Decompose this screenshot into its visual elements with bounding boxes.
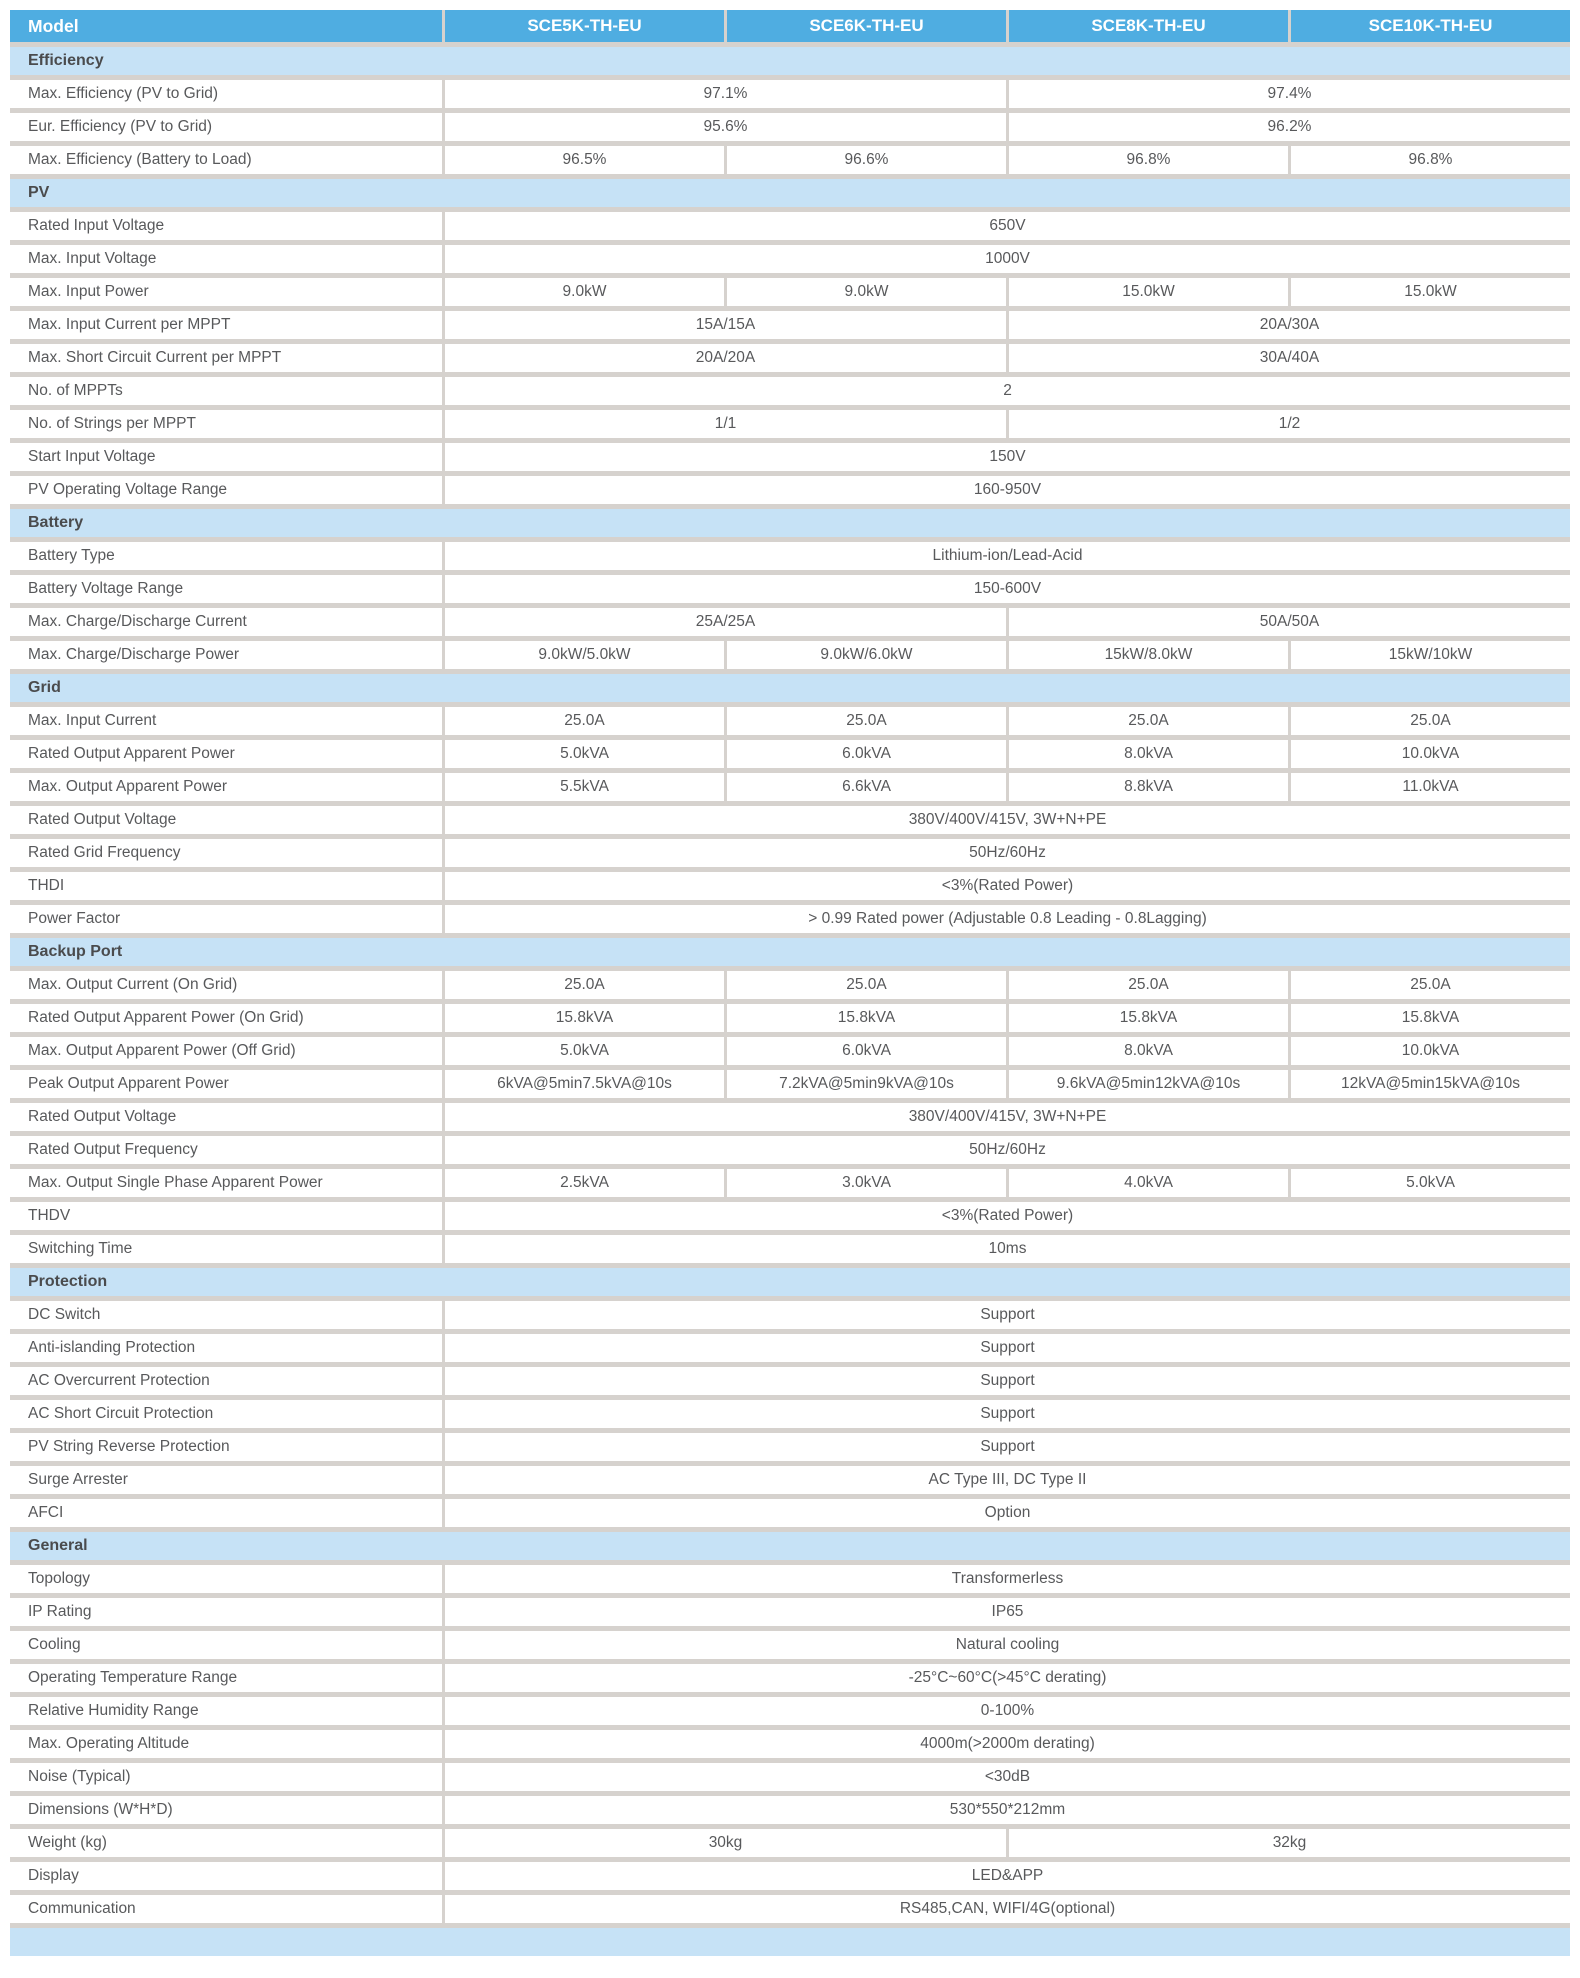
value-cell: 5.5kVA — [445, 773, 727, 801]
spec-row-battery-type — [10, 542, 1570, 575]
spec-row-max-output-single-phase-apparent-power — [10, 1169, 1570, 1202]
section-bar-general: General — [10, 1532, 1570, 1560]
value-cell: Support — [445, 1433, 1570, 1461]
value-cell: 10ms — [445, 1235, 1570, 1263]
section-bar-grid: Grid — [10, 674, 1570, 702]
value-cell: Support — [445, 1334, 1570, 1362]
spec-table — [10, 10, 1570, 1956]
value-cell: 9.0kW/6.0kW — [727, 641, 1009, 669]
spec-row-start-input-voltage — [10, 443, 1570, 476]
value-cell: 15.8kVA — [1009, 1004, 1291, 1032]
value-cell: > 0.99 Rated power (Adjustable 0.8 Leading - 0.8Lagging) — [445, 905, 1570, 933]
section-row-general — [10, 1532, 1570, 1565]
model-header-sce5k-th-eu: SCE5K-TH-EU — [445, 10, 727, 42]
value-cell: 380V/400V/415V, 3W+N+PE — [445, 806, 1570, 834]
value-cell: 3.0kVA — [727, 1169, 1009, 1197]
section-bar-pv: PV — [10, 179, 1570, 207]
value-cell: 2 — [445, 377, 1570, 405]
value-cell: 50Hz/60Hz — [445, 1136, 1570, 1164]
value-cell: <3%(Rated Power) — [445, 872, 1570, 900]
row-label: No. of MPPTs — [10, 377, 445, 405]
section-bar-backup-port: Backup Port — [10, 938, 1570, 966]
value-cell: 150-600V — [445, 575, 1570, 603]
row-label: Anti-islanding Protection — [10, 1334, 445, 1362]
spec-row-max-charge-discharge-current — [10, 608, 1570, 641]
value-cell: 25.0A — [445, 707, 727, 735]
value-cell: 10.0kVA — [1291, 1037, 1570, 1065]
row-label: Max. Input Current — [10, 707, 445, 735]
row-label: Rated Output Voltage — [10, 1103, 445, 1131]
value-cell: 15.8kVA — [1291, 1004, 1570, 1032]
row-label: Peak Output Apparent Power — [10, 1070, 445, 1098]
value-cell: 8.0kVA — [1009, 1037, 1291, 1065]
value-cell: 530*550*212mm — [445, 1796, 1570, 1824]
spec-row-noise-typical — [10, 1763, 1570, 1796]
value-cell: 10.0kVA — [1291, 740, 1570, 768]
spec-row-max-efficiency-pv-to-grid — [10, 80, 1570, 113]
spec-row-max-output-apparent-power-off-grid — [10, 1037, 1570, 1070]
value-cell: AC Type III, DC Type II — [445, 1466, 1570, 1494]
row-label: Rated Input Voltage — [10, 212, 445, 240]
spec-row-topology — [10, 1565, 1570, 1598]
row-label: Display — [10, 1862, 445, 1890]
spec-row-pv-string-reverse-protection — [10, 1433, 1570, 1466]
spec-row-anti-islanding-protection — [10, 1334, 1570, 1367]
spec-row-pv-operating-voltage-range — [10, 476, 1570, 509]
spec-row-max-short-circuit-current-per-mppt — [10, 344, 1570, 377]
value-cell: 9.0kW/5.0kW — [445, 641, 727, 669]
value-cell: 30kg — [445, 1829, 1009, 1857]
value-cell: 6.0kVA — [727, 740, 1009, 768]
value-cell: 25.0A — [1009, 707, 1291, 735]
row-label: DC Switch — [10, 1301, 445, 1329]
value-cell: 15kW/8.0kW — [1009, 641, 1291, 669]
section-bar-protection: Protection — [10, 1268, 1570, 1296]
section-row-grid — [10, 674, 1570, 707]
row-label: Max. Input Power — [10, 278, 445, 306]
row-label: Max. Output Apparent Power — [10, 773, 445, 801]
spec-row-rated-output-voltage — [10, 1103, 1570, 1136]
spec-row-max-input-power — [10, 278, 1570, 311]
spec-row-ac-overcurrent-protection — [10, 1367, 1570, 1400]
spec-row-thdv — [10, 1202, 1570, 1235]
value-cell: LED&APP — [445, 1862, 1570, 1890]
value-cell: 11.0kVA — [1291, 773, 1570, 801]
value-cell: 160-950V — [445, 476, 1570, 504]
row-label: Max. Output Single Phase Apparent Power — [10, 1169, 445, 1197]
value-cell: 25.0A — [1291, 707, 1570, 735]
row-label: Topology — [10, 1565, 445, 1593]
spec-row-weight-kg — [10, 1829, 1570, 1862]
value-cell: IP65 — [445, 1598, 1570, 1626]
row-label: Max. Output Apparent Power (Off Grid) — [10, 1037, 445, 1065]
spec-row-ip-rating — [10, 1598, 1570, 1631]
model-header-sce6k-th-eu: SCE6K-TH-EU — [727, 10, 1009, 42]
value-cell: 15.0kW — [1009, 278, 1291, 306]
spec-row-battery-voltage-range — [10, 575, 1570, 608]
value-cell: 8.8kVA — [1009, 773, 1291, 801]
value-cell: 6.0kVA — [727, 1037, 1009, 1065]
value-cell: 25.0A — [445, 971, 727, 999]
spec-row-dc-switch — [10, 1301, 1570, 1334]
value-cell: Support — [445, 1301, 1570, 1329]
spec-row-rated-output-apparent-power — [10, 740, 1570, 773]
value-cell: 15A/15A — [445, 311, 1009, 339]
row-label: Rated Output Apparent Power — [10, 740, 445, 768]
spec-row-rated-output-frequency — [10, 1136, 1570, 1169]
value-cell: 32kg — [1009, 1829, 1570, 1857]
row-label: Communication — [10, 1895, 445, 1923]
spec-row-max-output-current-on-grid — [10, 971, 1570, 1004]
row-label: AFCI — [10, 1499, 445, 1527]
value-cell: 25.0A — [1291, 971, 1570, 999]
row-label: Rated Output Voltage — [10, 806, 445, 834]
spec-row-eur-efficiency-pv-to-grid — [10, 113, 1570, 146]
value-cell: 25.0A — [727, 707, 1009, 735]
spec-row-dimensions-w-h-d — [10, 1796, 1570, 1829]
spec-row-max-input-current-per-mppt — [10, 311, 1570, 344]
value-cell: 5.0kVA — [445, 1037, 727, 1065]
row-label: PV String Reverse Protection — [10, 1433, 445, 1461]
value-cell: 1/1 — [445, 410, 1009, 438]
value-cell: 25.0A — [727, 971, 1009, 999]
value-cell: 5.0kVA — [1291, 1169, 1570, 1197]
row-label: Cooling — [10, 1631, 445, 1659]
spec-row-ac-short-circuit-protection — [10, 1400, 1570, 1433]
section-row-battery — [10, 509, 1570, 542]
spec-row-switching-time — [10, 1235, 1570, 1268]
spec-row-relative-humidity-range — [10, 1697, 1570, 1730]
value-cell: 96.8% — [1291, 146, 1570, 174]
row-label: Max. Operating Altitude — [10, 1730, 445, 1758]
row-label: Rated Output Apparent Power (On Grid) — [10, 1004, 445, 1032]
spec-row-display — [10, 1862, 1570, 1895]
spec-row-max-input-voltage — [10, 245, 1570, 278]
row-label: Power Factor — [10, 905, 445, 933]
value-cell: 1000V — [445, 245, 1570, 273]
value-cell: 8.0kVA — [1009, 740, 1291, 768]
row-label: Max. Output Current (On Grid) — [10, 971, 445, 999]
spec-row-no-of-mppts — [10, 377, 1570, 410]
model-header-sce8k-th-eu: SCE8K-TH-EU — [1009, 10, 1291, 42]
spec-row-max-output-apparent-power — [10, 773, 1570, 806]
spec-row-max-efficiency-battery-to-load — [10, 146, 1570, 179]
row-label: Max. Short Circuit Current per MPPT — [10, 344, 445, 372]
value-cell: 15.0kW — [1291, 278, 1570, 306]
spec-row-peak-output-apparent-power — [10, 1070, 1570, 1103]
value-cell: 15.8kVA — [445, 1004, 727, 1032]
value-cell: 96.2% — [1009, 113, 1570, 141]
spec-row-cooling — [10, 1631, 1570, 1664]
row-label: Noise (Typical) — [10, 1763, 445, 1791]
section-row-backup-port — [10, 938, 1570, 971]
row-label: Relative Humidity Range — [10, 1697, 445, 1725]
spec-row-surge-arrester — [10, 1466, 1570, 1499]
value-cell: 6.6kVA — [727, 773, 1009, 801]
row-label: Dimensions (W*H*D) — [10, 1796, 445, 1824]
model-header-sce10k-th-eu: SCE10K-TH-EU — [1291, 10, 1570, 42]
spec-row-rated-grid-frequency — [10, 839, 1570, 872]
section-bar-battery: Battery — [10, 509, 1570, 537]
section-row-protection — [10, 1268, 1570, 1301]
row-label: Battery Voltage Range — [10, 575, 445, 603]
value-cell: 50A/50A — [1009, 608, 1570, 636]
value-cell: 5.0kVA — [445, 740, 727, 768]
value-cell: 50Hz/60Hz — [445, 839, 1570, 867]
spec-row-power-factor — [10, 905, 1570, 938]
table-header-row — [10, 10, 1570, 47]
value-cell: <3%(Rated Power) — [445, 1202, 1570, 1230]
value-cell: -25°C~60°C(>45°C derating) — [445, 1664, 1570, 1692]
value-cell: 9.0kW — [445, 278, 727, 306]
value-cell: 0-100% — [445, 1697, 1570, 1725]
value-cell: 96.8% — [1009, 146, 1291, 174]
value-cell: Option — [445, 1499, 1570, 1527]
spec-row-afci — [10, 1499, 1570, 1532]
section-row-pv — [10, 179, 1570, 212]
value-cell: 25A/25A — [445, 608, 1009, 636]
spec-row-rated-output-voltage — [10, 806, 1570, 839]
row-label: Start Input Voltage — [10, 443, 445, 471]
value-cell: 30A/40A — [1009, 344, 1570, 372]
row-label: Operating Temperature Range — [10, 1664, 445, 1692]
row-label: Switching Time — [10, 1235, 445, 1263]
value-cell: <30dB — [445, 1763, 1570, 1791]
spec-row-thdi — [10, 872, 1570, 905]
row-label: No. of Strings per MPPT — [10, 410, 445, 438]
value-cell: 7.2kVA@5min9kVA@10s — [727, 1070, 1009, 1098]
value-cell: Support — [445, 1400, 1570, 1428]
row-label: THDI — [10, 872, 445, 900]
table-body — [10, 47, 1570, 1928]
model-header-cell: Model — [10, 10, 445, 42]
spec-row-communication — [10, 1895, 1570, 1928]
value-cell: RS485,CAN, WIFI/4G(optional) — [445, 1895, 1570, 1923]
row-label: Max. Input Current per MPPT — [10, 311, 445, 339]
spec-row-rated-input-voltage — [10, 212, 1570, 245]
row-label: PV Operating Voltage Range — [10, 476, 445, 504]
value-cell: 15.8kVA — [727, 1004, 1009, 1032]
value-cell: 20A/20A — [445, 344, 1009, 372]
spec-row-max-operating-altitude — [10, 1730, 1570, 1763]
section-row-efficiency — [10, 47, 1570, 80]
value-cell: 4.0kVA — [1009, 1169, 1291, 1197]
row-label: IP Rating — [10, 1598, 445, 1626]
value-cell: 1/2 — [1009, 410, 1570, 438]
value-cell: 650V — [445, 212, 1570, 240]
value-cell: 15kW/10kW — [1291, 641, 1570, 669]
value-cell: 2.5kVA — [445, 1169, 727, 1197]
value-cell: 25.0A — [1009, 971, 1291, 999]
value-cell: 150V — [445, 443, 1570, 471]
value-cell: 380V/400V/415V, 3W+N+PE — [445, 1103, 1570, 1131]
value-cell: 96.5% — [445, 146, 727, 174]
spec-row-operating-temperature-range — [10, 1664, 1570, 1697]
value-cell: Lithium-ion/Lead-Acid — [445, 542, 1570, 570]
value-cell: Natural cooling — [445, 1631, 1570, 1659]
row-label: AC Short Circuit Protection — [10, 1400, 445, 1428]
value-cell: 97.4% — [1009, 80, 1570, 108]
row-label: Max. Efficiency (PV to Grid) — [10, 80, 445, 108]
value-cell: 96.6% — [727, 146, 1009, 174]
row-label: THDV — [10, 1202, 445, 1230]
truncated-section-bar — [10, 1928, 1570, 1956]
value-cell: Support — [445, 1367, 1570, 1395]
row-label: Weight (kg) — [10, 1829, 445, 1857]
value-cell: 20A/30A — [1009, 311, 1570, 339]
row-label: AC Overcurrent Protection — [10, 1367, 445, 1395]
row-label: Eur. Efficiency (PV to Grid) — [10, 113, 445, 141]
row-label: Max. Charge/Discharge Power — [10, 641, 445, 669]
row-label: Max. Efficiency (Battery to Load) — [10, 146, 445, 174]
value-cell: 9.6kVA@5min12kVA@10s — [1009, 1070, 1291, 1098]
value-cell: 4000m(>2000m derating) — [445, 1730, 1570, 1758]
section-bar-efficiency: Efficiency — [10, 47, 1570, 75]
value-cell: 6kVA@5min7.5kVA@10s — [445, 1070, 727, 1098]
row-label: Rated Grid Frequency — [10, 839, 445, 867]
row-label: Max. Input Voltage — [10, 245, 445, 273]
spec-row-max-charge-discharge-power — [10, 641, 1570, 674]
row-label: Max. Charge/Discharge Current — [10, 608, 445, 636]
value-cell: 95.6% — [445, 113, 1009, 141]
row-label: Rated Output Frequency — [10, 1136, 445, 1164]
row-label: Battery Type — [10, 542, 445, 570]
value-cell: 12kVA@5min15kVA@10s — [1291, 1070, 1570, 1098]
value-cell: 9.0kW — [727, 278, 1009, 306]
spec-row-no-of-strings-per-mppt — [10, 410, 1570, 443]
value-cell: Transformerless — [445, 1565, 1570, 1593]
spec-row-max-input-current — [10, 707, 1570, 740]
row-label: Surge Arrester — [10, 1466, 445, 1494]
value-cell: 97.1% — [445, 80, 1009, 108]
spec-row-rated-output-apparent-power-on-grid — [10, 1004, 1570, 1037]
